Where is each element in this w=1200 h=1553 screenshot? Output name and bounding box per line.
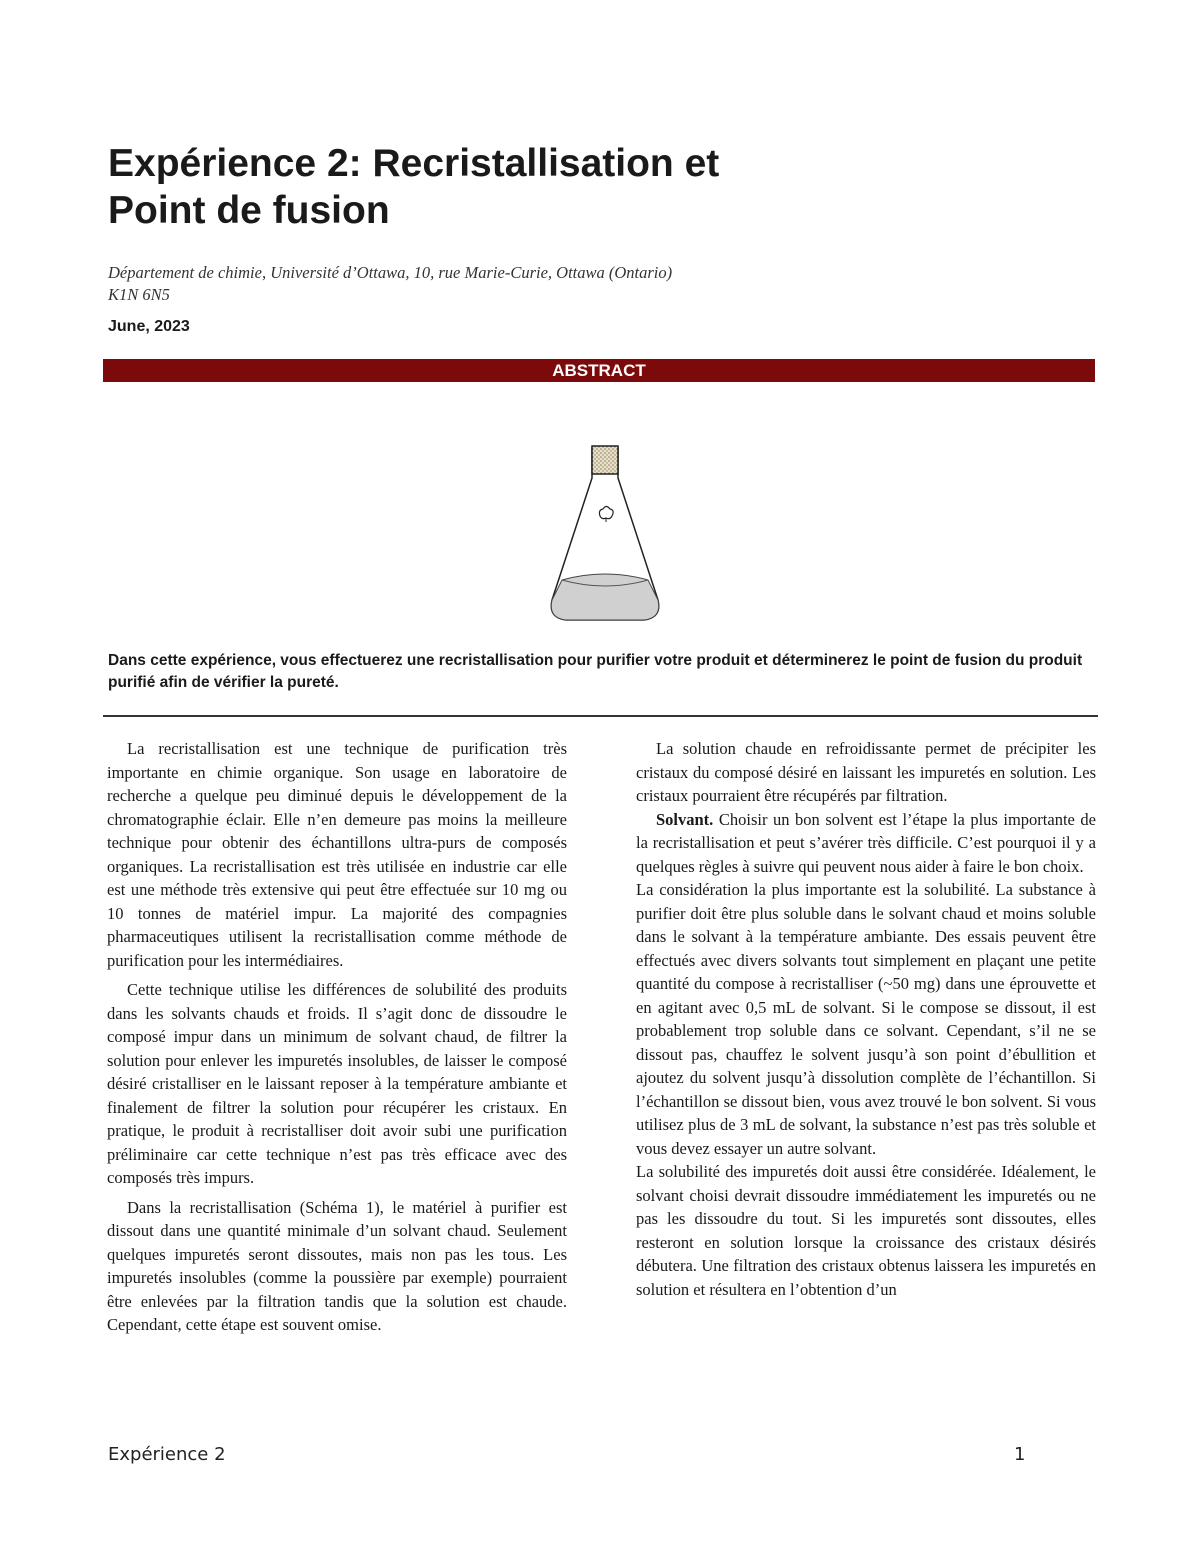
paragraph-solvent [636,808,1096,879]
paragraph-process: Dans la recristallisation (Schéma 1), le matériel à purifier est dissout dans une quantité minimale d’un solvant chaud. Seulement quelques impuretés seront dissoutes, mais non pas les tous. Les impuretés insolubles (comme la poussière par exemple) pourraient être enlevées par la filtration tandis que la solution est chaude. Cependant, cette étape est souvent omise. [107,1197,567,1334]
affiliation-line-1: Département de chimie, Université d’Ottawa, 10, rue Marie-Curie, Ottawa (Ontario) [108,263,673,282]
affiliation-line-2: K1N 6N5 [108,285,170,304]
paragraph-technique: Cette technique utilise les différences de solubilité des produits dans les solvants chauds et froids. Il s’agit donc de dissoudre le composé impur dans un minimum de solvant chaud, de filtrer la solution pour enlever les impuretés insolubles, de laisser le composé désiré cristalliser en le laissant reposer à la température ambiante et finalement de filtrer la solution pour récupérer les cristaux. En pratique, le produit à recristalliser doit avoir subi une purification préliminaire car cette technique n’est pas très efficace avec des composés très impurs. [107,980,567,1187]
solvent-text: Choisir un bon solvent est l’étape la plus importante de la recristallisation et peut s’avérer très difficile. C’est pourquoi il y a quelques règles à suivre qui peuvent nous aider à faire le bon choix. [636,809,1096,876]
body-column-right [636,737,1096,1301]
title-line-2: Point de fusion [108,189,390,232]
erlenmeyer-flask-illustration [540,440,670,630]
publication-date: June, 2023 [108,318,190,335]
body-column-left [107,737,567,1337]
abstract-text: Dans cette expérience, vous effectuerez une recristallisation pour purifier votre produit et déterminerez le point de fusion du produit purifié afin de vérifier la pureté. [108,652,1083,691]
section-divider [103,715,1098,717]
title-line-1: Expérience 2: Recristallisation et [108,142,720,185]
page-title [108,140,1008,234]
abstract-heading: ABSTRACT [103,359,1095,382]
paragraph-cooling: La solution chaude en refroidissante permet de précipiter les cristaux du composé désiré en laissant les impuretés en solution. Les cristaux pourraient être récupérés par filtration. [636,739,1096,805]
paragraph-intro: La recristallisation est une technique de purification très importante en chimie organique. Son usage en laboratoire de recherche a quelque peu diminué depuis le développement de la chromatographie éclair. Elle n’en demeure pas moins la meilleure technique pour obtenir des échantillons ultra-purs de composés organiques. La recristallisation est très utilisée en industrie car elle est une méthode très extensive qui peut être effectuée sur 10 mg ou 10 tonnes de matériel impur. La majorité des compagnies pharmaceutiques utilisent la recristallisation comme méthode de purification pour les intermédiaires. [107,739,567,970]
paragraph-solubility: La considération la plus importante est la solubilité. La substance à purifier doit être plus soluble dans le solvant chaud et moins soluble dans le solvant à la température ambiante. Des essais peuvent être effectués avec divers solvants tout simplement en plaçant une petite quantité du compose à recristalliser (~50 mg) dans une éprouvette et en agitant avec 0,5 mL de solvant. Si le compose se dissout, il est probablement trop soluble dans ce solvant. Cependant, s’il ne se dissout pas, chauffez le solvent jusqu’à son point d’ébullition et ajoutez du solvent jusqu’à dissolution complète de l’échantillon. Si l’échantillon se dissout bien, vous avez trouvé le bon solvent. Si vous utilisez plus de 3 mL de solvant, la substance n’est pas très soluble et vous devez essayer un autre solvant. [636,880,1096,1158]
page-number: 1 [1014,1444,1026,1465]
footer-label: Expérience 2 [108,1444,226,1465]
solvent-heading: Solvant. [656,809,714,829]
paragraph-impurities: La solubilité des impuretés doit aussi être considérée. Idéalement, le solvant choisi devrait dissoudre immédiatement les impuretés ou ne pas les dissoudre du tout. Si les impuretés sont dissoutes, elles resteront en solution lorsque la croissance des cristaux désirés débutera. Une filtration des cristaux obtenus laissera les impuretés en solution et résultera en l’obtention d’un [636,1162,1096,1299]
affiliation [108,262,828,306]
